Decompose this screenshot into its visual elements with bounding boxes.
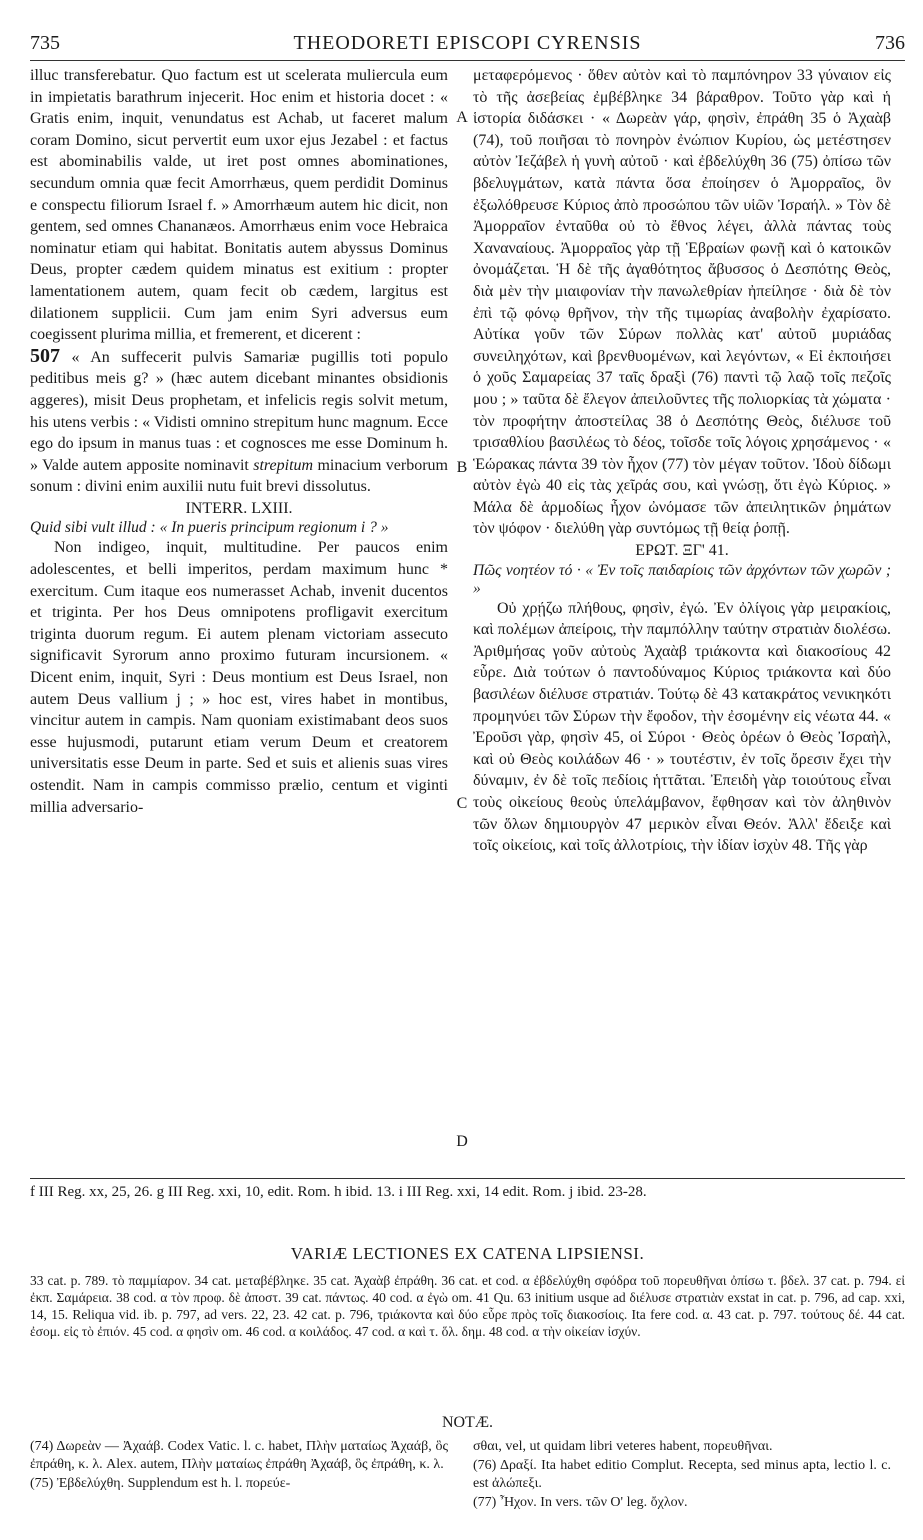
latin-paragraph-3: Non indigeo, inquit, multitudine. Per paucos enim adolescentes, et belli imperitos, perdam maximum hunc * exercitum. Cum itaque eos numerasset Achab, invenit ducentos et triginta. Per hos Deus omnipotens profligavit exercitum triginta duorum regum. Ei autem plenam victoriam assecuto significavit Syrorum anno proximo futuram incursionem. « Dicent enim, inquit, Syri : Deus montium est Deus Israel, non autem Deus vallium j ; » hoc est, vires habet in montibus, vincitur autem in campis. Nam quoniam existimabant deos suos esse hujusmodi, putarunt etiam verum Deum et creatorem universitatis esse Deum in parte. Sed et suis et alienis suas vires ostendit. Nam in campis commisso prælio, centum et viginti millia adversario-: [30, 539, 448, 816]
note-76: (76) Δραξί. Ita habet editio Complut. Recepta, sed minus apta, lectio l. c. est ἀλώπεξι.: [473, 1458, 891, 1491]
latin-paragraph-2-text: « An suffecerit pulvis Samariæ pugillis toti populo peditibus meis g? » (hæc autem dicebant minantes obsidionis aggeres), misit Deus prophetam, et infelicis regis solvit metum, his utens verbis : « Vidisti omnino strepitum hunc magnum. Ecce ego do ipsum in manus tuas : et cognosces me esse Dominum h. » Valde autem apposite nominavit: [30, 348, 449, 474]
note-75-cont: σθαι, vel, ut quidam libri veteres habent, πορευθῆναι.: [473, 1439, 773, 1454]
page-number-right: 736: [875, 32, 905, 54]
note-75: (75) Ἐβδελύχθη. Supplendum est h. l. πορεύε-: [30, 1476, 291, 1491]
gutter-letter-a: A: [456, 109, 468, 126]
variant-readings-title: VARIÆ LECTIONES EX CATENA LIPSIENSI.: [290, 1244, 645, 1263]
latin-paragraph-2-end: minacium verborum sonum : divini enim auxilii nutu fuit brevi dissolutus.: [30, 456, 448, 496]
notes-title: NOTÆ.: [441, 1414, 494, 1431]
latin-question: Quid sibi vult illud : « In pueris principum regionum i ? »: [30, 519, 389, 537]
latin-column: [30, 65, 448, 818]
latin-italic-word: strepitum: [253, 456, 314, 474]
gutter-letter-b: B: [456, 459, 468, 476]
note-74: (74) Δωρεὰν — Ἀχαάβ. Codex Vatic. l. c. habet, Πλὴν ματαίως Ἀχαάβ, ὃς ἐπράθη, κ. λ. Alex. autem, Πλὴν ματαίως ἐπράθη Ἀχαάβ, ὃς ἐπράθη, κ. λ.: [30, 1439, 448, 1472]
notes-left-column: [30, 1438, 448, 1494]
page: [30, 32, 905, 1510]
greek-section-heading: ΕΡΩΤ. ΞΓ' 41.: [635, 542, 729, 560]
latin-paragraph-1: illuc transferebatur. Quo factum est ut scelerata muliercula eum in impietatis barathrum injecerit. Hoc enim et historia docet : « Gratis enim, inquit, venundatus est Achab, ut faceret malum coram Domino, sicut pervertit eum uxor ejus Jezabel : et factus est abominabilis valde, ut iret post omnes abominationes, secundum omnia quæ fecit Amorrhæus, quem perdidit Dominus e conspectu filiorum Israel f. » Amorrhæum autem hic dicit, non gentem, sed omnes Chananæos. Amorrhæus enim voce Hebraica nominatur etiam qui habitat. Bonitatis autem abyssus Dominus Deus, propter cædem quidem minatus est exitium : propter lamentationem autem, quam fecit ob cædem, largitus est dilationem supplicii. Cum jam enim Syri adversus eum coegissent plurima millia, et fremerent, et dicerent :: [30, 67, 448, 344]
note-77: (77) Ἦχον. In vers. τῶν Ο' leg. ὄχλον.: [473, 1495, 688, 1510]
scripture-footnotes: f III Reg. xx, 25, 26. g III Reg. xxi, 10, edit. Rom. h ibid. 13. i III Reg. xxi, 14 edit. Rom. j ibid. 23-28.: [30, 1178, 905, 1202]
gutter-letter-d: D: [456, 1133, 468, 1150]
running-title: THEODORETI EPISCOPI CYRENSIS: [293, 32, 642, 54]
greek-paragraph-3: Οὐ χρῄζω πλήθους, φησὶν, ἐγώ. Ἐν ὀλίγοις γὰρ μειρακίοις, καὶ πολέμων ἀπείροις, τὴν παμπόλλην ταύτην στρατιὰν διολέσω. Ἀριθμήσας γοῦν αὐτοὺς Ἀχαὰβ τριάκοντα καὶ διακοσίους 42 εὗρε. Διὰ τούτων ὁ παντοδύναμος Κύριος τριάκοντα καὶ δύο βασιλέων διέλυσε στρατιάν. Τούτῳ δὲ 43 κατακράτος νενικηκότι προμηνύει τῶν Σύρων τὴν ἔφοδον, τὴν ἐσομένην εἰς νέωτα 44. « Ἐροῦσι γὰρ, φησὶν 45, οἱ Σύροι · Θεὸς ὀρέων ὁ Θεὸς Ἰσραὴλ, καὶ οὐ Θεὸς κοιλάδων 46 · » τουτέστιν, ἐν τοῖς ὄρεσιν ἔχει τὴν δύναμιν, ἐν δὲ τοῖς πεδίοις ἡττᾶται. Ἐπειδὴ γὰρ τοιούτους εἶναι τοὺς οἰκείους θεοὺς ὑπελάμβανον, ἔφθησαν καὶ τὸν ἀληθινὸν τῶν ὅλων δημιουργὸν 47 μερικὸν εἶναι Θεόν. Ἀλλ' ἔδειξε καὶ τοῖς οἰκείοις, καὶ τοῖς ἀλλοτρίοις, τὴν ἰδίαν ἰσχὺν 48. Τῆς γὰρ: [473, 599, 891, 855]
latin-section-heading: INTERR. LXIII.: [185, 499, 293, 517]
running-header: [30, 32, 905, 61]
notes-right-column: [473, 1438, 891, 1513]
greek-paragraph-1: μεταφερόμενος · ὅθεν αὐτὸν καὶ τὸ παμπόνηρον 33 γύναιον εἰς τὸ τῆς ἀσεβείας ἐμβέβληκε 34 βάραθρον. Τοῦτο γὰρ καὶ ἡ ἱστορία διδάσκει · « Δωρεὰν γάρ, φησὶν, ἐπράθη 35 ὁ Ἀχαὰβ (74), τοῦ ποιῆσαι τὸ πονηρὸν ἐνώπιον Κυρίου, ὡς μετέστησεν αὐτὸν Ἰεζάβελ ἡ γυνὴ αὐτοῦ · καὶ ἐβδελύχθη 36 (75) ὀπίσω τῶν βδελυγμάτων, κατὰ πάντα ὅσα ἐποίησεν ὁ Ἀμορραῖος, ὃν ἐξωλόθρευσε Κύριος ἀπὸ προσώπου τῶν υἱῶν Ἰσραήλ. » Τὸν δὲ Ἀμορραῖον ἐνταῦθα οὐ τὸ ἔθνος λέγει, ἀλλὰ πάντας τοὺς Χαναναίους. Ἀμορραῖος γὰρ τῇ Ἑβραίων φωνῇ καὶ ὁ κατοικῶν ὀνομάζεται. Ἡ δὲ τῆς ἀγαθότητος ἄβυσσος ὁ Δεσπότης Θεὸς, διὰ μὲν τὴν μιαιφονίαν τὴν πανωλεθρίαν ἠπείλησε · διὰ δὲ τὸν ἐπὶ τῷ φόνῳ θρῆνον, τὴν τῆς τιμωρίας ἀναβολὴν ἐχαρίσατο. Αὐτίκα γοῦν τῶν Σύρων πολλὰς κατ' αὐτοῦ μυριάδας συνειληχότων, καὶ βρενθυομένων, καὶ λεγόντων, « Εἰ ἐκποιήσει ὁ χοῦς Σαμαρείας 37 ταῖς δραξὶ (76) παντὶ τῷ λαῷ τοῖς πεζοῖς μου ; » ταῦτα δὲ ἔλεγον ἀπειλοῦντες τῆς πολιορκίας τὰ χώματα · τὸν προφήτην ἀποστείλας 38 ὁ Δεσπότης Θεὸς, διέλυσε τοῦ τρισαθλίου βασιλέως τὸ δέος, τοῖσδε τοῖς λόγοις χρησάμενος · « Ἑώρακας πάντα 39 τὸν ἦχον (77) τὸν μέγαν τοῦτον. Ἰδοὺ δίδωμι αὐτὸν ἐγὼ 40 εἰς τὰς χεῖράς σου, καὶ γνώσῃ, ὅτι ἐγὼ Κύριος. » Μάλα δὲ ἁρμοδίως ἦχον ὠνόμασε τῶν ἀπειλητικῶν ῥημάτων τὸν ψόφον · διελύθη γὰρ συντόμως τῇ θείᾳ ῥοπῇ.: [473, 67, 891, 538]
column-number: 507: [30, 344, 60, 367]
latin-paragraph-2: [30, 346, 448, 498]
gutter-letter-c: C: [456, 795, 468, 812]
variant-readings: 33 cat. p. 789. τὸ παμμίαρον. 34 cat. μεταβέβληκε. 35 cat. Ἀχαὰβ ἐπράθη. 36 cat. et cod. α ἐβδελύχθη σφόδρα τοῦ πορευθῆναι ὀπίσω τ. βδελ. 37 cat. p. 794. εἰ ἐκπ. Σαμάρεια. 38 cod. α τὸν προφ. δὲ ἀποστ. 39 cat. πάντως. 40 cod. α ἐγὼ om. 41 Qu. 63 initium usque ad διέλυσε στρατιὰν exstat in cat. p. 796, ad cap. xxi, 14, 15. Reliqua vid. ib. p. 797, ad vers. 22, 23. 42 cat. p. 796, τριάκοντα καὶ δύο εὗρε πρὸς τοῖς διακοσίοις. Ita fere cod. α. 43 cat. p. 797. τούτους δέ. 44 cat. ἐσομ. εἰς τὸ ἐπιόν. 45 cod. α φησὶν om. 46 cod. α κοιλάδος. 47 cod. α καὶ τ. ὅλ. δημ. 48 cod. α τὴν οἰκείαν ἰσχύν.: [30, 1273, 905, 1339]
page-number-left: 735: [30, 32, 60, 54]
two-column-body: [30, 65, 905, 1177]
greek-question: Πῶς νοητέον τό · « Ἐν τοῖς παιδαρίοις τῶν ἀρχόντων τῶν χωρῶν ; »: [473, 561, 891, 597]
greek-column: [473, 65, 891, 857]
